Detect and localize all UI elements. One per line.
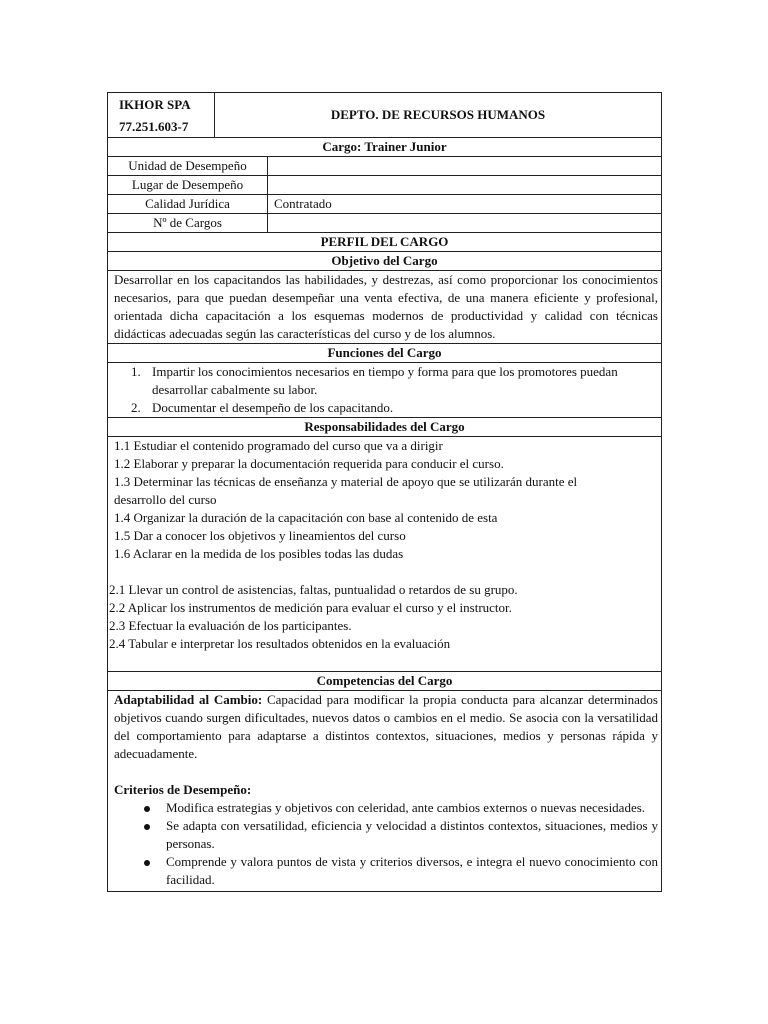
list-item: 2.3 Efectuar la evaluación de los participantes. <box>109 618 352 633</box>
list-item: 1.1 Estudiar el contenido programado del curso que va a dirigir <box>114 438 443 453</box>
list-item: 2.4 Tabular e interpretar los resultados obtenidos en la evaluación <box>109 636 451 651</box>
funciones-title: Funciones del Cargo <box>327 345 442 360</box>
bullet-icon <box>144 806 150 812</box>
responsabilidades-title-row <box>108 417 661 436</box>
responsabilidades-title: Responsabilidades del Cargo <box>304 419 465 434</box>
field-value <box>268 176 661 194</box>
criterios-list <box>114 799 658 889</box>
perfil-title: PERFIL DEL CARGO <box>320 234 449 249</box>
field-label: Unidad de Desempeño <box>108 157 268 175</box>
bullet-icon <box>144 824 150 830</box>
objetivo-title-row <box>108 251 661 270</box>
competencias-block <box>108 691 661 891</box>
field-value <box>268 214 661 232</box>
criterio-text: Comprende y valora puntos de vista y criterios diversos, e integra el nuevo conocimiento con facilidad. <box>166 854 658 887</box>
list-item <box>144 853 658 889</box>
bullet-icon <box>144 860 150 866</box>
competencias-body-row <box>108 690 661 891</box>
funciones-list <box>114 363 658 417</box>
list-item: 2. Documentar el desempeño de los capacitando. <box>144 399 658 417</box>
field-row <box>108 194 661 213</box>
list-item: 1.3 Determinar las técnicas de enseñanza y material de apoyo que se utilizarán durante el <box>114 474 578 489</box>
list-item: 1.6 Aclarar en la medida de los posibles todas las dudas <box>114 546 404 561</box>
field-row <box>108 156 661 175</box>
job-profile-document <box>107 92 662 892</box>
responsabilidades-body-row <box>108 436 661 671</box>
header-row <box>108 93 661 137</box>
field-label: Calidad Jurídica <box>108 195 268 213</box>
list-item: 1.4 Organizar la duración de la capacitación con base al contenido de esta <box>114 510 498 525</box>
cargo-title: Cargo: Trainer Junior <box>322 139 447 154</box>
field-row <box>108 175 661 194</box>
spacer <box>114 563 658 581</box>
objetivo-text: Desarrollar en los capacitandos las habilidades, y destrezas, así como proporcionar los conocimientos necesarios, para que puedan desempeñar una venta efectiva, de una manera eficiente y profesional, orientada dicha capacitación a los esquemas modernos de productividad y calidad con técnicas didácticas adecuadas según las características del curso y de los alumnos. <box>114 272 658 341</box>
company-name: IKHOR SPA <box>119 97 191 112</box>
list-item: 1. Impartir los conocimientos necesarios en tiempo y forma para que los promotores puedan desarrollar cabalmente su labor. <box>144 363 658 399</box>
cargo-row <box>108 137 661 156</box>
perfil-row <box>108 232 661 251</box>
field-value: Contratado <box>274 196 332 211</box>
company-rut: 77.251.603-7 <box>119 119 189 134</box>
field-label: Lugar de Desempeño <box>108 176 268 194</box>
field-label: Nº de Cargos <box>108 214 268 232</box>
list-item: desarrollo del curso <box>114 492 217 507</box>
responsabilidades-group-2 <box>109 581 658 653</box>
list-item <box>144 817 658 853</box>
criterio-text: Modifica estrategias y objetivos con celeridad, ante cambios externos o nuevas necesidades. <box>166 800 646 815</box>
list-item: 2.2 Aplicar los instrumentos de medición para evaluar el curso y el instructor. <box>109 600 512 615</box>
list-item: 2.1 Llevar un control de asistencias, faltas, puntualidad o retardos de su grupo. <box>109 582 518 597</box>
criterios-title: Criterios de Desempeño: <box>114 782 252 797</box>
adaptabilidad-label: Adaptabilidad al Cambio: <box>114 692 263 707</box>
objetivo-body-row <box>108 270 661 343</box>
list-item <box>144 799 658 817</box>
competencias-title: Competencias del Cargo <box>316 673 453 688</box>
criterio-text: Se adapta con versatilidad, eficiencia y velocidad a distintos contextos, situaciones, medios y personas. <box>166 818 658 851</box>
list-item: 1.5 Dar a conocer los objetivos y lineamientos del curso <box>114 528 406 543</box>
adaptabilidad-text: Capacidad para modificar la propia conducta para alcanzar determinados objetivos cuando surgen dificultades, nuevos datos o cambios en el medio. Se asocia con la versatilidad del comportamiento para adaptarse a distintos contextos, situaciones, medios y personas rápida y adecuadamente. <box>114 692 658 761</box>
adaptabilidad-paragraph <box>114 691 658 763</box>
field-value <box>268 157 661 175</box>
list-item: 1.2 Elaborar y preparar la documentación requerida para conducir el curso. <box>114 456 504 471</box>
competencias-title-row <box>108 671 661 690</box>
funciones-block <box>108 363 661 417</box>
responsabilidades-list <box>108 437 661 671</box>
field-row <box>108 213 661 232</box>
funciones-title-row <box>108 343 661 362</box>
funciones-body-row <box>108 362 661 417</box>
department-title: DEPTO. DE RECURSOS HUMANOS <box>330 107 546 122</box>
objetivo-title: Objetivo del Cargo <box>331 253 438 268</box>
company-cell <box>108 93 215 137</box>
